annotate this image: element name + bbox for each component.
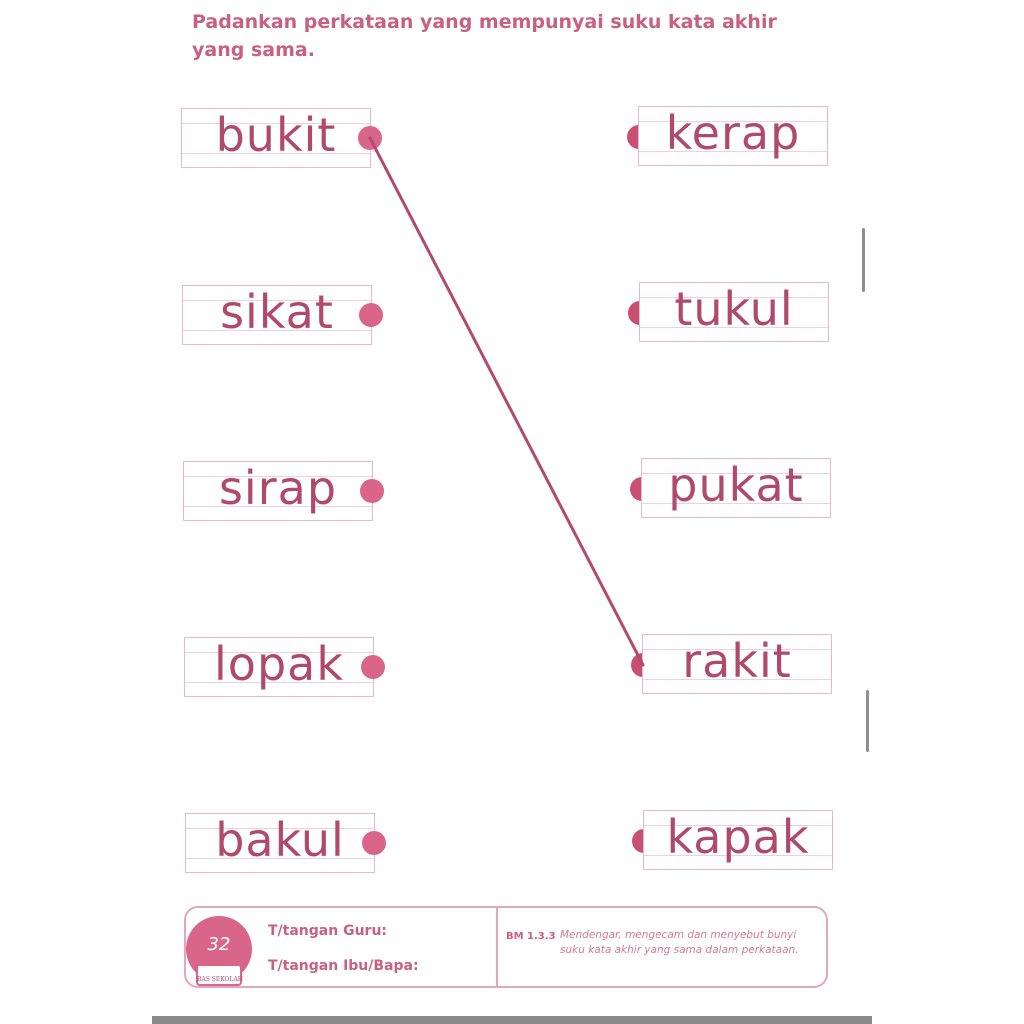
match-line-bukit-rakit — [370, 138, 643, 665]
right-word: pukat — [668, 458, 804, 512]
instruction-text: Padankan perkataan yang mempunyai suku kata akhir yang sama. — [192, 11, 777, 61]
standard-code: BM 1.3.3 — [506, 931, 556, 942]
right-word: kapak — [666, 810, 810, 864]
staple-bottom — [866, 690, 869, 752]
left-word: bukit — [215, 108, 337, 162]
parent-sign-label: T/tangan Ibu/Bapa: — [268, 958, 419, 974]
footer-divider — [496, 908, 498, 986]
right-word: tukul — [674, 282, 794, 336]
left-word: lopak — [214, 637, 344, 691]
left-word: sikat — [220, 285, 334, 339]
bus-label: BAS SEKOLAH — [196, 976, 244, 983]
page-number: 32 — [207, 934, 231, 955]
standard-description: Mendengar, mengecam dan menyebut bunyi suku kata akhir yang sama dalam perkataan. — [560, 929, 799, 956]
left-word: bakul — [215, 813, 345, 867]
staple-top — [862, 228, 865, 292]
right-word: rakit — [682, 634, 792, 688]
right-word: kerap — [665, 106, 801, 160]
left-word: sirap — [218, 461, 338, 515]
teacher-sign-label: T/tangan Guru: — [268, 923, 388, 939]
